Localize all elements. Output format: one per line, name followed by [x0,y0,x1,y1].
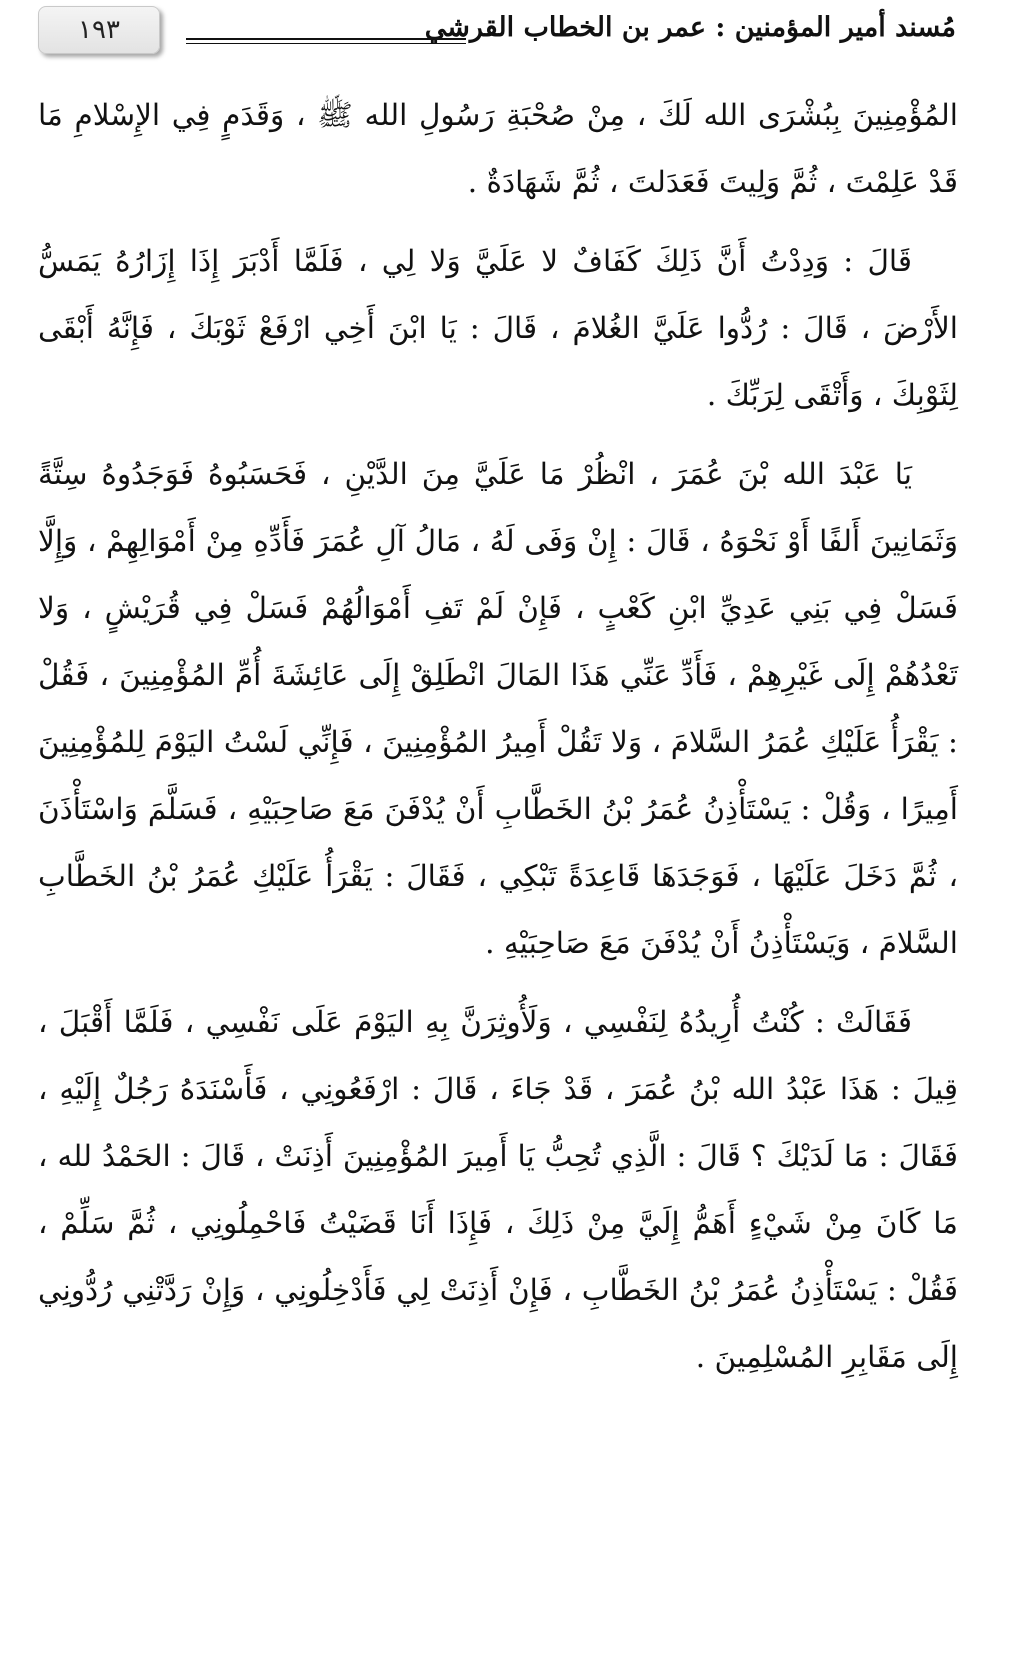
page-number: ١٩٣ [38,6,160,54]
paragraph-4: فَقَالَتْ : كُنْتُ أُرِيدُهُ لِنَفْسِي ، وَلَأُوثِرَنَّ بِهِ اليَوْمَ عَلَى نَفْسِي ، فَلَمَّا أَقْبَلَ ، قِيلَ : هَذَا عَبْدُ الله بْنُ عُمَرَ ، قَدْ جَاءَ ، قَالَ : ارْفَعُونِي ، فَأَسْنَدَهُ رَجُلٌ إِلَيْهِ ، فَقَالَ : مَا لَدَيْكَ ؟ قَالَ : الَّذِي تُحِبُّ يَا أَمِيرَ المُؤْمِنِينَ أَذِنَتْ ، قَالَ : الحَمْدُ لله ، مَا كَانَ مِنْ شَيْءٍ أَهَمُّ إِلَيَّ مِنْ ذَلِكَ ، فَإِذَا أَنَا قَضَيْتُ فَاحْمِلُونِي ، ثُمَّ سَلِّمْ ، فَقُلْ : يَسْتَأْذِنُ عُمَرُ بْنُ الخَطَّابِ ، فَإِنْ أَذِنَتْ لِي فَأَدْخِلُونِي ، وَإِنْ رَدَّتْنِي رُدُّونِي إِلَى مَقَابِرِ المُسْلِمِينَ . [38,1005,958,1374]
page-body [38,82,958,1391]
paragraph-2: قَالَ : وَدِدْتُ أَنَّ ذَلِكَ كَفَافٌ لا عَلَيَّ وَلا لِي ، فَلَمَّا أَدْبَرَ إِذَا إِزَارُهُ يَمَسُّ الأَرْضَ ، قَالَ : رُدُّوا عَلَيَّ الغُلامَ ، قَالَ : يَا ابْنَ أَخِي ارْفَعْ ثَوْبَكَ ، فَإِنَّهُ أَبْقَى لِثَوْبِكَ ، وَأَتْقَى لِرَبِّكَ . [38,244,958,412]
paragraph-1: المُؤْمِنِينَ بِبُشْرَى الله لَكَ ، مِنْ صُحْبَةِ رَسُولِ الله ﷺ ، وَقَدَمٍ فِي الإِسْلامِ مَا قَدْ عَلِمْتَ ، ثُمَّ وَلِيتَ فَعَدَلتَ ، ثُمَّ شَهَادَةٌ . [38,98,958,199]
running-header-title: مُسند أمير المؤمنين : عمر بن الخطاب القرشي [424,12,956,43]
paragraph-3: يَا عَبْدَ الله بْنَ عُمَرَ ، انْظُرْ مَا عَلَيَّ مِنَ الدَّيْنِ ، فَحَسَبُوهُ فَوَجَدُوهُ سِتَّةً وَثَمَانِينَ أَلفًا أَوْ نَحْوَهُ ، قَالَ : إِنْ وَفَى لَهُ ، مَالُ آلِ عُمَرَ فَأَدِّهِ مِنْ أَمْوَالِهِمْ ، وَإِلَّا فَسَلْ فِي بَنِي عَدِيِّ ابْنِ كَعْبٍ ، فَإِنْ لَمْ تَفِ أَمْوَالُهُمْ فَسَلْ فِي قُرَيْشٍ ، وَلا تَعْدُهُمْ إِلَى غَيْرِهِمْ ، فَأَدِّ عَنِّي هَذَا المَالَ انْطَلِقْ إِلَى عَائِشَةَ أُمِّ المُؤْمِنِينَ ، فَقُلْ : يَقْرَأُ عَلَيْكِ عُمَرُ السَّلامَ ، وَلا تَقُلْ أَمِيرُ المُؤْمِنِينَ ، فَإِنِّي لَسْتُ اليَوْمَ لِلمُؤْمِنِينَ أَمِيرًا ، وَقُلْ : يَسْتَأْذِنُ عُمَرُ بْنُ الخَطَّابِ أَنْ يُدْفَنَ مَعَ صَاحِبَيْهِ ، فَسَلَّمَ وَاسْتَأْذَنَ ، ثُمَّ دَخَلَ عَلَيْهَا ، فَوَجَدَهَا قَاعِدَةً تَبْكِي ، فَقَالَ : يَقْرَأُ عَلَيْكِ عُمَرُ بْنُ الخَطَّابِ السَّلامَ ، وَيَسْتَأْذِنُ أَنْ يُدْفَنَ مَعَ صَاحِبَيْهِ . [38,457,958,960]
